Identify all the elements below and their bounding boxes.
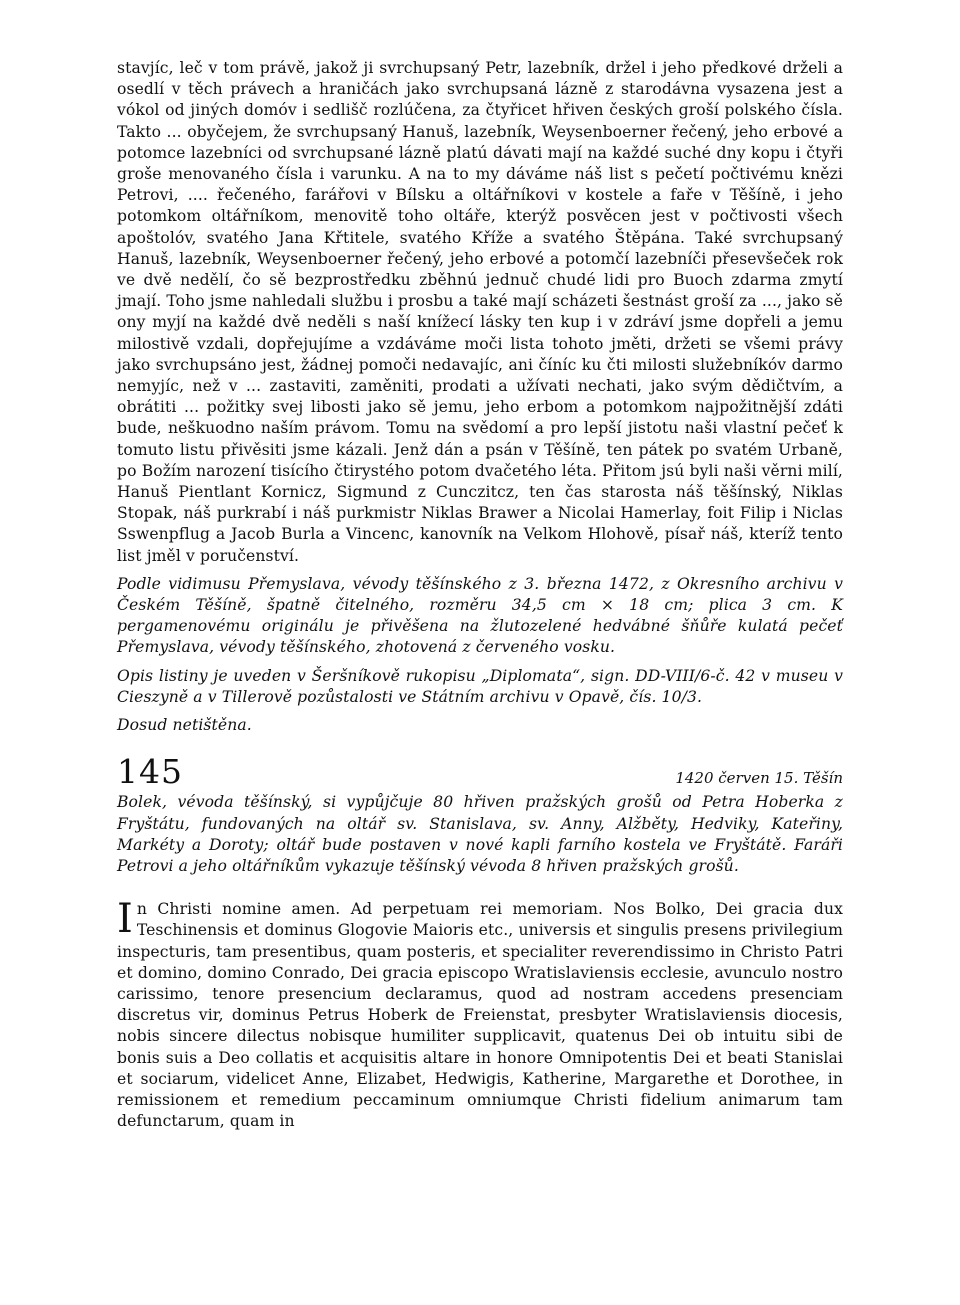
drop-cap: I — [117, 896, 133, 943]
entry-summary: Bolek, vévoda těšínský, si vypůjčuje 80 hřiven pražských grošů od Petra Hoberka z Fryštátu, fundovaných na oltář sv. Stanislava, sv. Anny, Alžběty, Hedviky, Kateřiny, Markéty a Doroty; oltář bude postaven v nové kapli farního kostela ve Fryštátě. Faráři Petrovi a jeho oltářníkům vykazuje těšínský vévoda 8 hřiven pražských grošů. — [117, 793, 843, 875]
publication-note: Dosud netištěna. — [117, 716, 252, 735]
latin-charter — [117, 896, 843, 1132]
entry-number: 145 — [117, 752, 183, 792]
charter-text-continued: stavjíc, leč v tom právě, jakož ji svrchupsaný Petr, lazebník, držel i jeho předkové drželi a osedlí v těch právech a hraničách jako svrchupsaná lázně z starodávna vysazena jest a vókol od jiných domóv i sedlišč rozlúčena, za čtyřicet hřiven českých groší polského čísla. Takto ... obyčejem, že svrchupsaný Hanuš, lazebník, Weysenboerner řečený, jeho erbové a potomce lazebníci od svrchupsané lázně platú dávati mají na každé suché dny kopu i čtyři groše menovaného čísla i varunku. A na to my dáváme náš list s pečetí počtivému knězi Petrovi, .... řečeného, farářovi v Bílsku a oltářníkovi v kostele a faře v Těšíně, i jeho potomkom oltářníkom, menovitě toho oltáře, kterýž posvěcen jest v počtivosti všech apoštolóv, svatého Jana Křtitele, svatého Kříže a svatého Štěpána. Také svrchupsaný Hanuš, lazebník, Weysenboerner řečený, jeho erbové a potomčí lazebníči přesevšeček rok ve dvě nedělí, čo sě bezprostředku zběhnú jednuč chudé lidi pro Buoch zdarma zmytí jmají. Toho jsme nahledali službu i prosbu a také mají scházeti šestnást groší za ..., jako sě ony myjí na každé dvě neděli s naší knížecí lásky ten kup i v zdráví jsme dopřeli a jemu milostivě vzdali, dopřejujíme a vzdáváme moči lista tohoto jměti, držeti se všemi právy jako svrchupsáno jest, žádnej pomoči nedavajíc, ani číníc ku čti milosti služebníkóv darmo nemyjíc, než v ... zastaviti, zaměniti, prodati a užívati nechati, jako svým dědičtvím, a obrátiti ... požitky svej libosti jako sě jemu, jeho erbom a potomkom najpožitnější zdáti bude, neškuodno naším právom. Tomu na svědomí a pro lepší jistotu naši vlastní pečeť k tomuto listu přivěsiti jsme kázali. Jenž dán a psán v Těšíně, ten pátek po svatém Urbaně, po Božím narození tisícího čtirystého potom dvačetého léta. Přitom jsú byli naši věrni milí, Hanuš Pientlant Kornicz, Sigmund z Cunczitcz, ten čas starosta náš těšínský, Niklas Stopak, náš purkrabí i náš purkmistr Niklas Brawer a Nicolai Hamerlay, foit Filip i Niclas Sswenpflug a Jacob Burla a Vincenc, kanovník na Velkom Hlohově, písař náš, kteríž tento list jměl v poručenství. — [117, 59, 843, 565]
document-page — [117, 58, 843, 1132]
entry-header — [117, 752, 843, 792]
entry-date: 1420 červen 15. Těšín — [675, 769, 843, 788]
copy-note: Opis listiny je uveden v Šeršníkově rukopisu „Diplomata“, sign. DD-VIII/6-č. 42 v museu v Cieszyně a v Tillerově pozůstalosti ve Státním archivu v Opavě, čís. 10/3. — [117, 666, 843, 706]
latin-text: n Christi nomine amen. Ad perpetuam rei memoriam. Nos Bolko, Dei gracia dux Teschinensis et dominus Glogovie Maioris etc., universis et singulis presens privilegium inspecturis, tam presentibus, quam posteris, et specialiter reverendissimo in Christo Patri et domino, domino Conrado, Dei gracia episcopo Wratislaviensis ecclesie, avunculo nostro carissimo, tenore presencium declaramus, quod ad nostram accedens presenciam discretus vir, dominus Petrus Hoberk de Freienstat, presbyter Wratislaviensis diocesis, nobis sincere dilectus nobisque humiliter supplicavit, quatenus Dei ob intuitu sibi de bonis suis a Deo collatis et acquisitis altare in honore Omnipotentis Dei et beati Stanislai et sociarum, videlicet Anne, Elizabet, Hedwigis, Katherine, Margarethe et Dorothee, in remissionem et remedium peccaminum omniumque Christi fidelium animarum tam defunctarum, quam in — [117, 900, 843, 1131]
source-note: Podle vidimusu Přemyslava, vévody těšínského z 3. března 1472, z Okresního archivu v Českém Těšíně, špatně čitelného, rozměru 34,5 cm × 18 cm; plica 3 cm. K pergamenovému originálu je přivěšena na žlutozelené hedvábné šňůře kulatá pečeť Přemyslava, vévody těšínského, zhotovená z červeného vosku. — [117, 574, 843, 657]
